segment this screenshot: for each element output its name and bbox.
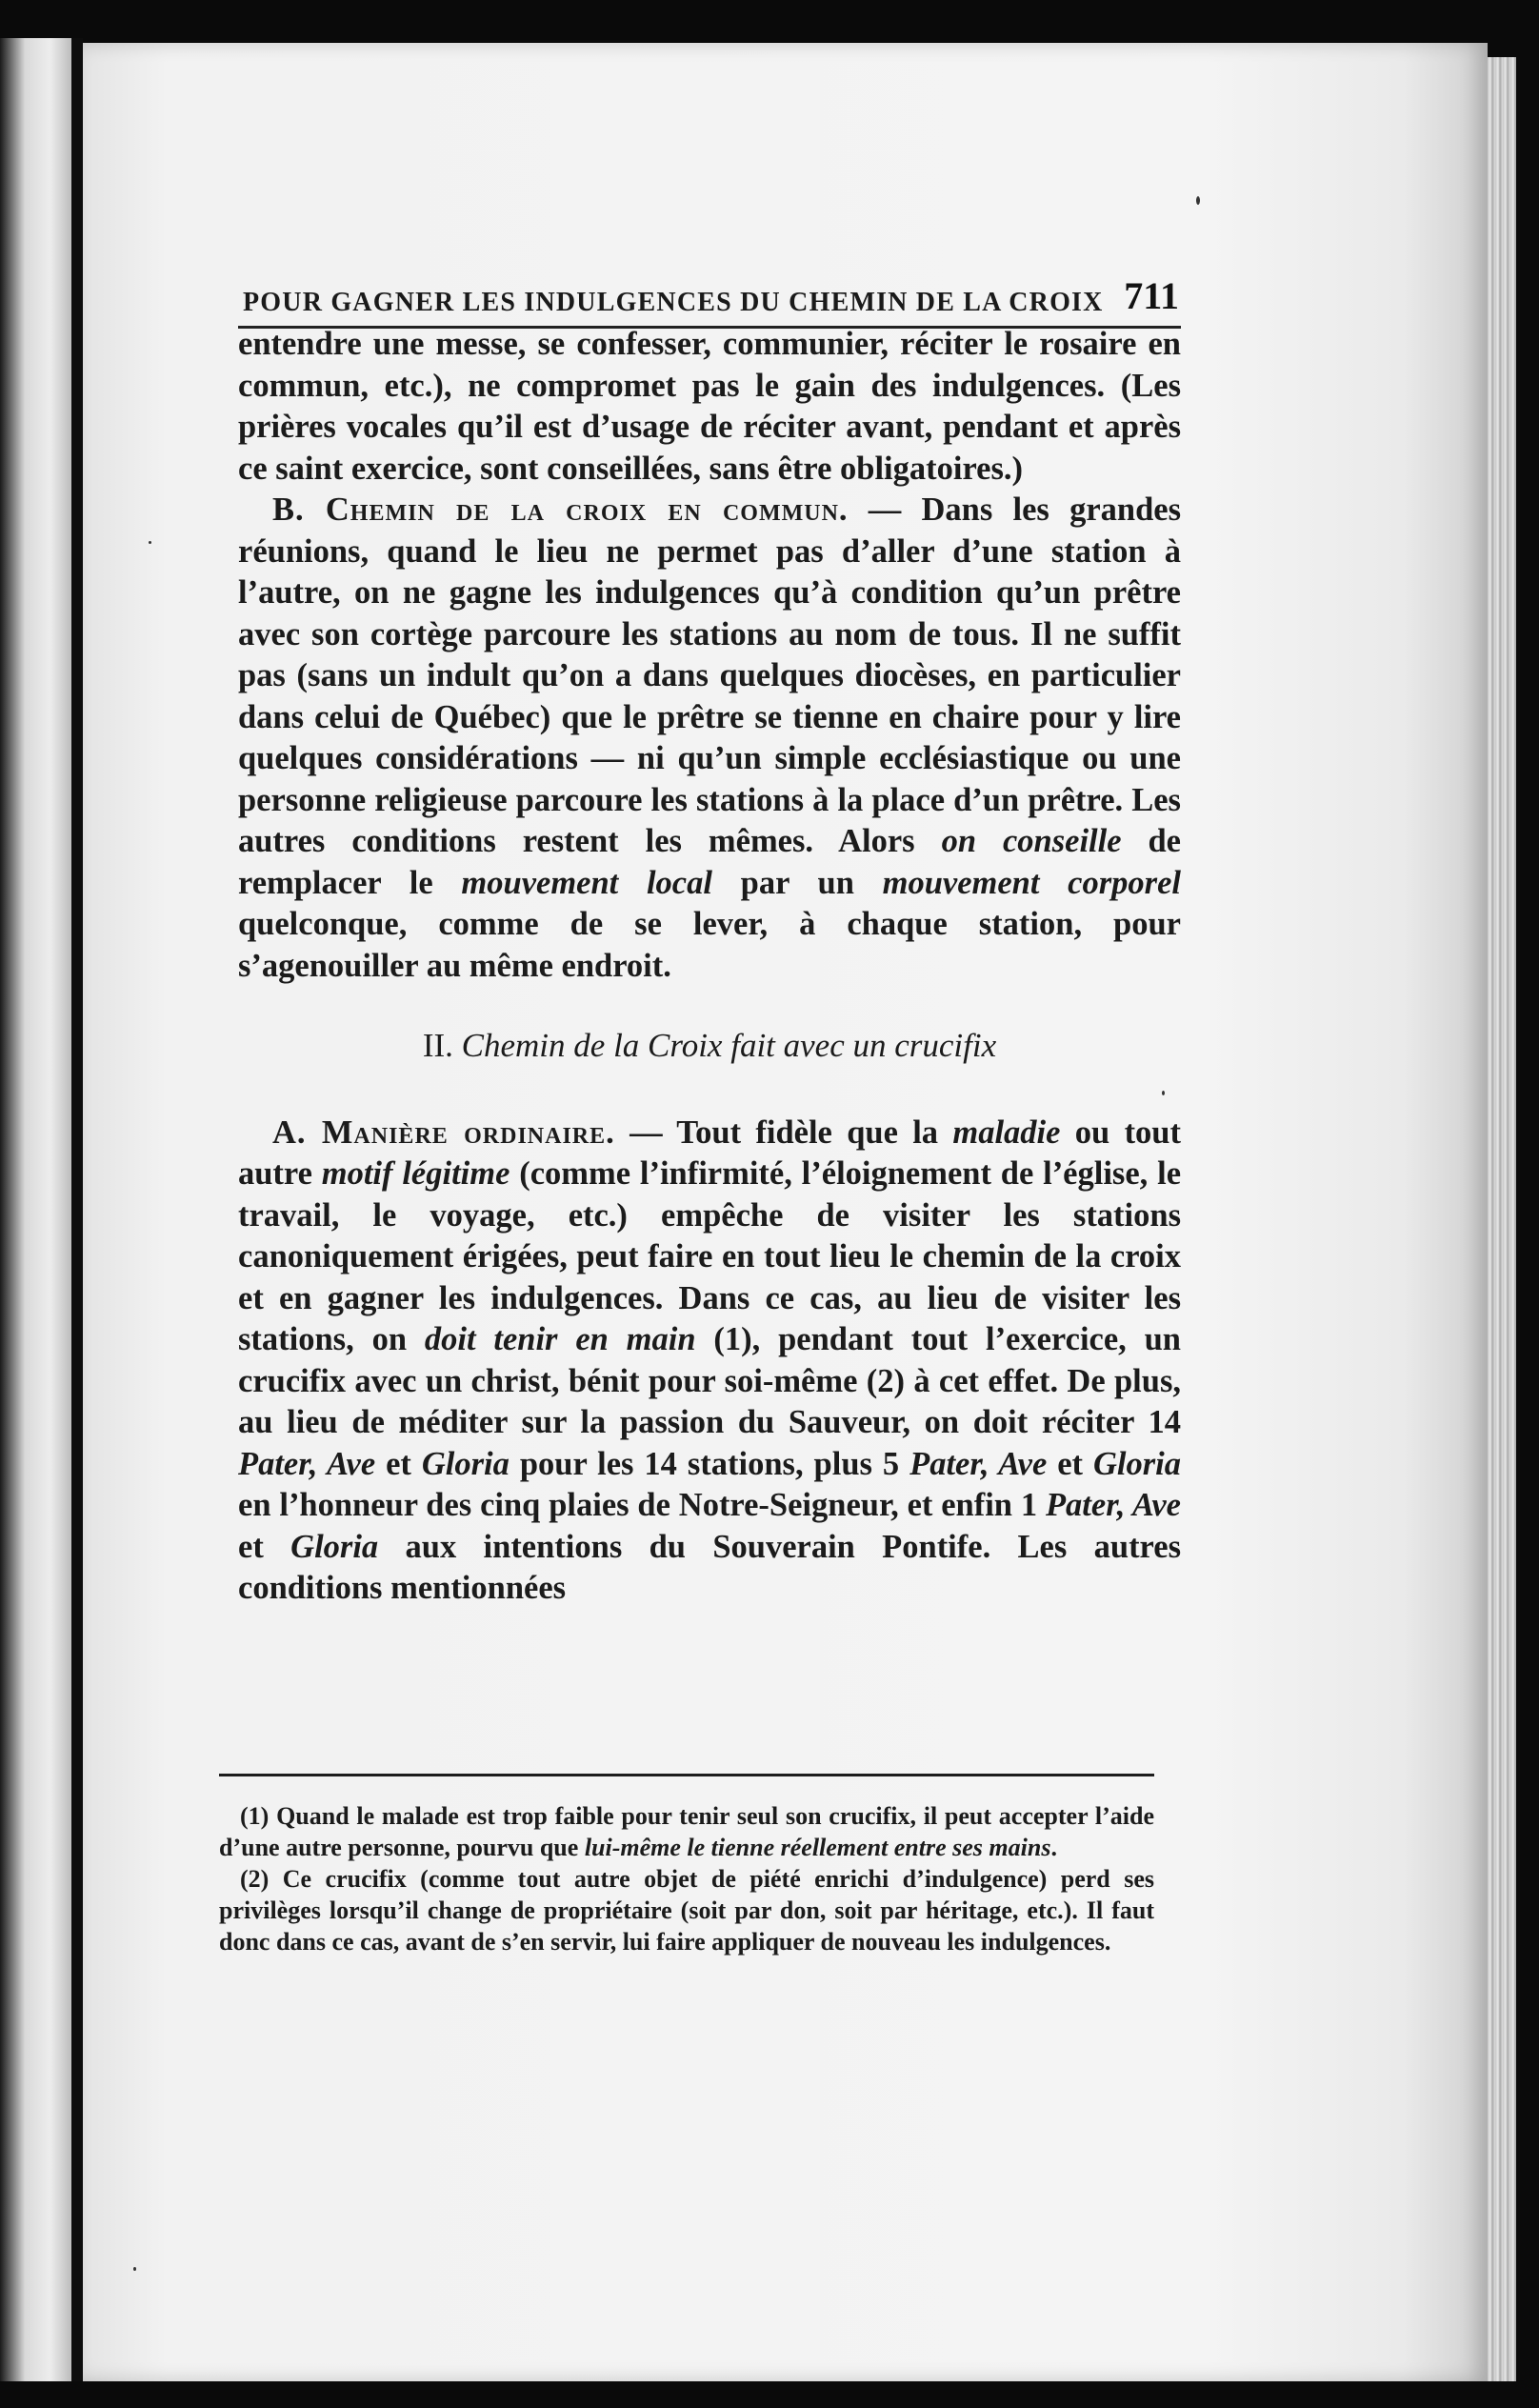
emphasis: mouvement corporel <box>882 864 1181 901</box>
paragraph-text: quelconque, comme de se lever, à chaque station, pour s’agenouiller au même endroit. <box>238 906 1181 984</box>
paragraph-maniere-ordinaire <box>238 1113 1181 1610</box>
page-stack-edge <box>1488 57 1516 2381</box>
footnote-text: . <box>1050 1834 1057 1861</box>
scan-speck <box>133 2267 136 2271</box>
footnote-text: (2) Ce crucifix (comme tout autre objet de piété enrichi d’indulgence) perd ses privilèges lorsqu’il change de propriétaire (soit par don, soit par héritage, etc.). Il faut donc dans ce cas, avant de s’en servir, lui faire appliquer de nouveau les indulgences. <box>219 1865 1154 1956</box>
paragraph-text: — Tout fidèle que la <box>614 1114 953 1151</box>
paragraph-text: (1), pendant tout l’exercice, un crucifix avec un christ, bénit pour soi-même (2) à cet effet. De plus, au lieu de méditer sur la passion du Sauveur, on doit réciter 14 <box>238 1321 1181 1440</box>
running-header <box>243 257 1181 318</box>
emphasis: motif légitime <box>321 1155 510 1192</box>
paragraph-text: et <box>1047 1445 1093 1482</box>
paragraph-continued <box>238 324 1181 490</box>
paragraph-text: et <box>375 1445 422 1482</box>
running-title: POUR GAGNER LES INDULGENCES DU CHEMIN DE LA CROIX <box>243 288 1104 317</box>
footnote-rule <box>219 1774 1154 1776</box>
section-numeral: II. <box>422 1027 453 1064</box>
emphasis: Gloria <box>290 1528 379 1565</box>
scan-speck <box>1196 196 1200 205</box>
emphasis: mouvement local <box>461 864 712 901</box>
paragraph-text: par un <box>711 864 883 901</box>
scan-speck <box>149 541 151 544</box>
emphasis: doit tenir en main <box>424 1321 696 1357</box>
emphasis: on conseille <box>941 823 1122 859</box>
emphasis: lui-même le tienne réellement entre ses mains <box>584 1834 1051 1861</box>
scan-speck <box>1162 1091 1165 1095</box>
emphasis: maladie <box>952 1114 1061 1151</box>
left-page-edge <box>0 38 71 2381</box>
paragraph-text: pour les 14 stations, plus 5 <box>509 1445 910 1482</box>
footnote-text: (1) Quand le malade est trop faible pour tenir seul son crucifix, il peut accepter l’aide d’une autre personne, pourvu que <box>219 1802 1154 1861</box>
main-text <box>238 324 1181 1610</box>
footnotes <box>219 1800 1154 1957</box>
emphasis: Pater, Ave <box>1045 1487 1181 1523</box>
section-heading <box>238 1025 1181 1067</box>
footnote-1 <box>219 1800 1154 1863</box>
emphasis: Pater, Ave <box>238 1445 376 1482</box>
paragraph-label: B. Chemin de la croix en commun. <box>272 492 849 528</box>
paragraph-text: — Dans les grandes réunions, quand le lieu ne permet pas d’aller d’une station à l’autre, on ne gagne les indulgences qu’à condition qu’un prêtre avec son cortège parcoure les stations au nom de tous. Il ne suffit pas (sans un indult qu’on a dans quelques diocèses, en particulier dans celui de Québec) que le prêtre se tienne en chaire pour y lire quelques considérations — ni qu’un simple ecclésiastique ou une personne religieuse parcoure les stations à la place d’un prêtre. Les autres conditions restent les mêmes. Alors <box>238 492 1181 859</box>
paragraph-chemin-en-commun <box>238 490 1181 987</box>
paragraph-text: aux intentions du Souverain Pontife. Les autres conditions mentionnées <box>238 1528 1181 1606</box>
emphasis: Gloria <box>1093 1445 1182 1482</box>
emphasis: Pater, Ave <box>909 1445 1048 1482</box>
paragraph-text: entendre une messe, se confesser, communier, réciter le rosaire en commun, etc.), ne compromet pas le gain des indulgences. (Les prières vocales qu’il est d’usage de réciter avant, pendant et après ce saint exercice, sont conseillées, sans être obligatoires.) <box>238 326 1181 487</box>
paragraph-label: A. Manière ordinaire. <box>272 1114 615 1151</box>
paragraph-text: de remplacer le <box>238 823 1181 901</box>
paragraph-text: et <box>238 1528 291 1565</box>
paragraph-text: en l’honneur des cinq plaies de Notre-Seigneur, et enfin 1 <box>238 1487 1046 1523</box>
emphasis: Gloria <box>421 1445 510 1482</box>
section-title: Chemin de la Croix fait avec un crucifix <box>461 1027 997 1064</box>
paragraph-text: (comme l’infirmité, l’éloignement de l’église, le travail, le voyage, etc.) empêche de visiter les stations canoniquement érigées, peut faire en tout lieu le chemin de la croix et en gagner les indulgences. Dans ce cas, au lieu de visiter les stations, on <box>238 1155 1182 1357</box>
book-gutter <box>71 38 83 2381</box>
page-number: 711 <box>1124 274 1179 317</box>
footnote-2 <box>219 1863 1154 1957</box>
paragraph-text: ou tout autre <box>238 1114 1181 1192</box>
